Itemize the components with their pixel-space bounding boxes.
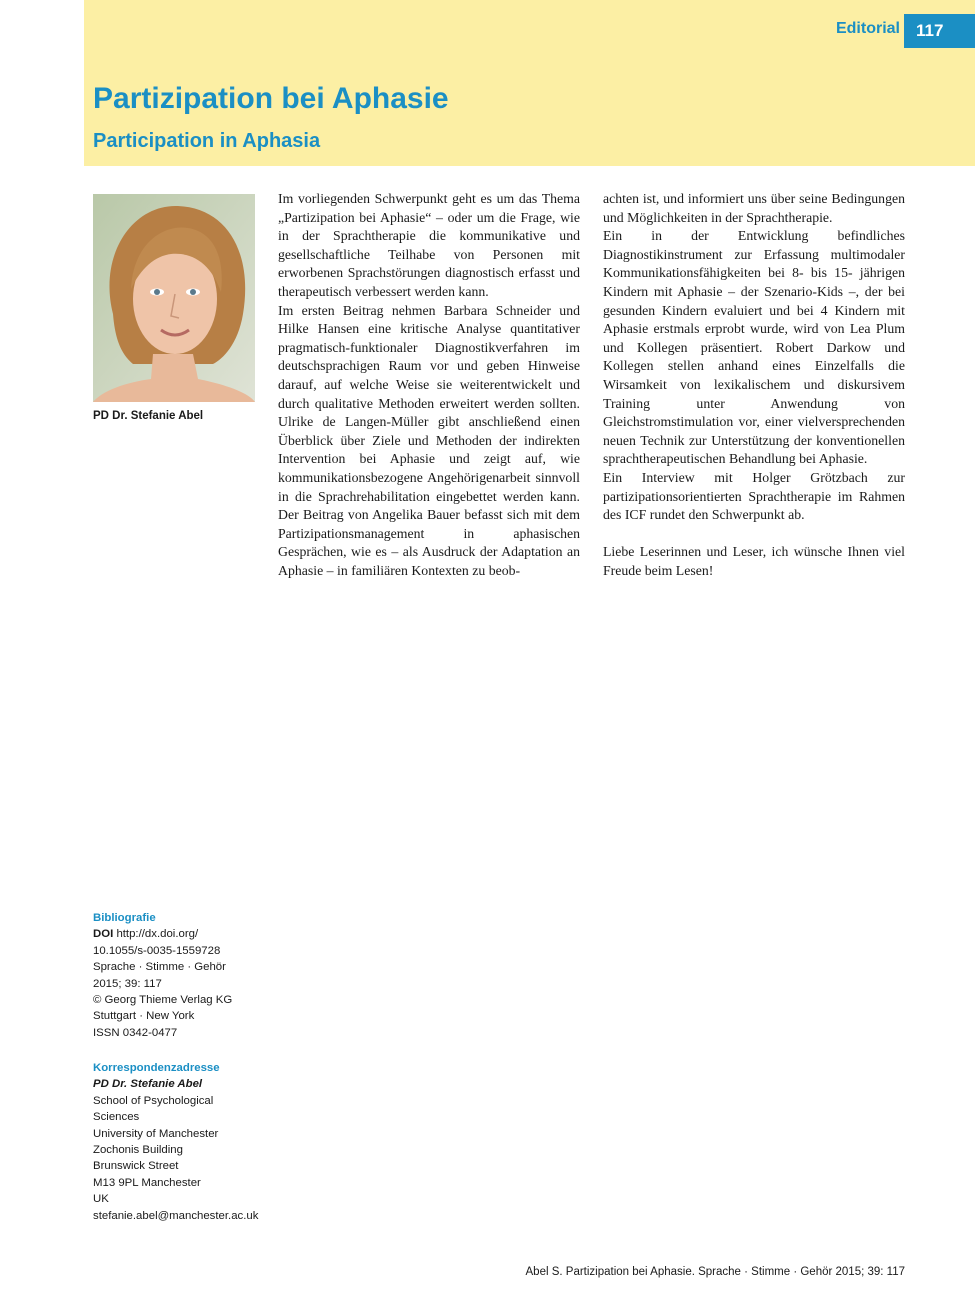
correspondence-block [93,1060,293,1224]
body-column-1 [278,190,580,580]
address-line: University of Manchester [93,1127,219,1140]
address-line: Brunswick Street [93,1160,179,1173]
section-label: Editorial [835,20,900,37]
paragraph: Im vorliegenden Schwerpunkt geht es um das Thema „Partizipation bei Aphasie“ – oder um die Frage, wie in der Sprachtherapie die kommunikative und gesellschaftliche Teilhabe von Personen mit erworbenen Sprachstörungen diagnostisch erfasst und therapeutisch verbessert werden kann. [278,191,580,299]
copyright: © Georg Thieme Verlag KG [93,994,233,1007]
email-link[interactable]: stefanie.abel@manchester.ac.uk [93,1209,259,1222]
author-photo [93,194,255,402]
paragraph: Ein Interview mit Holger Grötzbach zur partizipationsorientierten Sprachtherapie im Rahmen des ICF rundet den Schwerpunkt ab. [603,469,905,523]
doi-number: 10.1055/s-0035-1559728 [93,944,221,957]
journal-name: Sprache · Stimme · Gehör [93,961,226,974]
address-line: Zochonis Building [93,1144,183,1157]
correspondence-heading: Korrespondenzadresse [93,1062,220,1074]
publisher-location: Stuttgart · New York [93,1010,195,1023]
closing-paragraph: Liebe Leserinnen und Leser, ich wünsche Ihnen viel Freude beim Lesen! [603,544,905,578]
correspondence-name: PD Dr. Stefanie Abel [93,1078,203,1091]
bibliography-heading: Bibliografie [93,912,156,924]
page-title: Partizipation bei Aphasie [93,82,449,115]
portrait-image [93,194,255,402]
paragraph: achten ist, und informiert uns über seine Bedingungen und Möglichkeiten in der Sprachtherapie. [603,191,905,225]
page-footer: Abel S. Partizipation bei Aphasie. Sprache · Stimme · Gehör 2015; 39: 117 [525,1266,905,1278]
doi-line [93,926,293,942]
bibliography-block [93,910,293,1041]
page-number: 117 [904,14,975,48]
address-line: M13 9PL Manchester [93,1176,201,1189]
address-line: School of Psychological [93,1094,214,1107]
journal-issue: 2015; 39: 117 [93,977,162,990]
address-line: UK [93,1193,109,1206]
doi-label: DOI [93,928,114,941]
address-line: Sciences [93,1111,140,1124]
body-column-2 [603,190,905,580]
page-subtitle: Participation in Aphasia [93,130,321,152]
photo-caption: PD Dr. Stefanie Abel [93,410,204,422]
doi-url[interactable]: http://dx.doi.org/ [116,928,199,941]
issn: ISSN 0342-0477 [93,1026,178,1039]
paragraph: Im ersten Beitrag nehmen Barbara Schneider und Hilke Hansen eine kritische Analyse quantitativer pragmatisch-funktionaler Diagnostikverfahren im deutschsprachigen Raum vor und geben Hinweise darauf, auf welche Weise sie weiterentwickelt und durch qualitative Methoden erweitert werden sollten. Ulrike de Langen-Müller gibt anschließend einen Überblick über Ziele und Methoden der indirekten Intervention bei Aphasie und zeigt auf, wie kommunikationsbezogene Angehörigenarbeit sinnvoll in die Sprachrehabilitation eingebettet werden kann. Der Beitrag von Angelika Bauer befasst sich mit dem Partizipationsmanagement in aphasischen Gesprächen, wie es – als Ausdruck der Adaptation an Aphasie – in familiären Kontexten zu beob- [278,302,580,578]
paragraph: Ein in der Entwicklung befindliches Diagnostikinstrument zur Erfassung multimodaler Kommunikationsfähigkeiten bei 8- bis 15- jährigen Kindern mit Aphasie – der Szenario-Kids –, der bei gesunden Kindern evaluiert und bei 4 Kindern mit Aphasie erstmals erprobt wurde, wird von Lea Plum und Kollegen präsentiert. Robert Darkow und Kollegen stellen anhand eines Einzelfalls die Wirsamkeit von lexikalischem und diskursivem Training unter Anwendung von Gleichstromstimulation vor, einer vielversprechenden neuen Technik zur Unterstützung der konventionellen sprachtherapeutischen Behandlung bei Aphasie. [603,228,905,467]
